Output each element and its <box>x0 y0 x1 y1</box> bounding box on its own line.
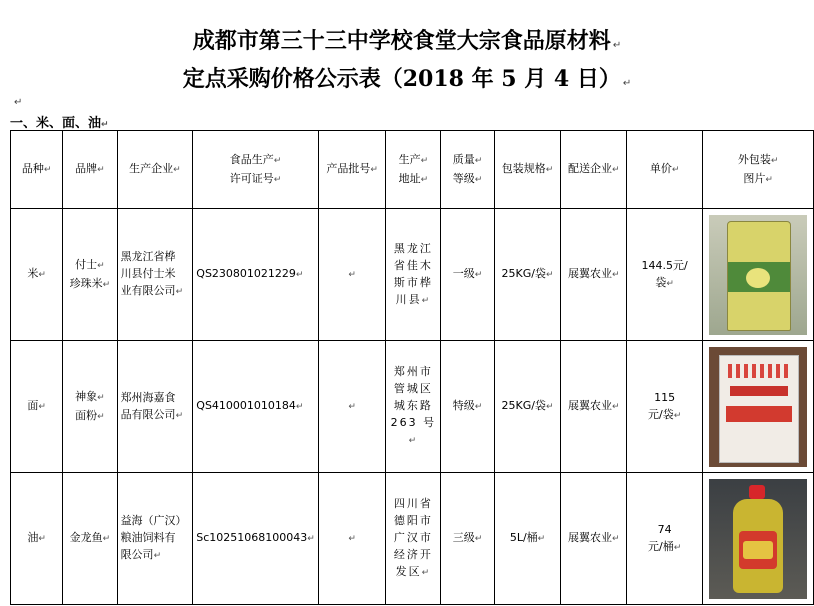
table-row <box>11 473 814 605</box>
section-heading: 一、米、面、油↵ <box>10 116 109 131</box>
cell-license: Sc10251068100043↵ <box>193 473 319 605</box>
header-license: 食品生产↵ 许可证号↵ <box>193 131 319 209</box>
oil-bottle-photo <box>709 479 807 599</box>
cell-origin: 郑州市 管城区 城东路 263 号↵ <box>386 341 441 473</box>
cell-delivery: 展翼农业↵ <box>561 209 627 341</box>
table-row <box>11 209 814 341</box>
table-header-row <box>11 131 814 209</box>
rice-bag-photo <box>709 215 807 335</box>
cell-grade: 三级↵ <box>441 473 494 605</box>
cell-package: 25KG/袋↵ <box>494 341 561 473</box>
header-brand: 品牌↵ <box>63 131 117 209</box>
cell-delivery: 展翼农业↵ <box>561 341 627 473</box>
cell-grade: 特级↵ <box>441 341 494 473</box>
title-line-1: 成都市第三十三中学校食堂大宗食品原材料 ↵ <box>192 28 622 54</box>
cell-batch: ↵ <box>318 341 386 473</box>
price-table <box>10 130 814 605</box>
header-origin: 生产↵ 地址↵ <box>386 131 441 209</box>
header-price: 单价↵ <box>627 131 703 209</box>
cell-batch: ↵ <box>318 209 386 341</box>
cell-origin: 四川省 德阳市 广汉市 经济开 发区↵ <box>386 473 441 605</box>
cell-origin: 黑龙江 省佳木 斯市桦 川县↵ <box>386 209 441 341</box>
cell-package: 25KG/袋↵ <box>494 209 561 341</box>
cell-variety: 油↵ <box>11 473 63 605</box>
table-row <box>11 341 814 473</box>
cell-price: 144.5元/ 袋↵ <box>627 209 703 341</box>
cell-price: 115 元/袋↵ <box>627 341 703 473</box>
header-batch: 产品批号↵ <box>318 131 386 209</box>
cell-variety: 面↵ <box>11 341 63 473</box>
cell-brand: 付士↵ 珍珠米↵ <box>63 209 117 341</box>
cell-brand: 神象↵ 面粉↵ <box>63 341 117 473</box>
cell-package: 5L/桶↵ <box>494 473 561 605</box>
cell-license: QS410001010184↵ <box>193 341 319 473</box>
cell-photo <box>703 473 814 605</box>
header-manufacturer: 生产企业↵ <box>117 131 193 209</box>
cell-photo <box>703 341 814 473</box>
cell-batch: ↵ <box>318 473 386 605</box>
header-package: 包装规格↵ <box>494 131 561 209</box>
cell-grade: 一级↵ <box>441 209 494 341</box>
cell-photo <box>703 209 814 341</box>
cell-price: 74 元/桶↵ <box>627 473 703 605</box>
flour-bag-photo <box>709 347 807 467</box>
cell-manufacturer: 益海（广汉） 粮油饲料有 限公司↵ <box>117 473 193 605</box>
header-variety: 品种↵ <box>11 131 63 209</box>
cell-manufacturer: 黑龙江省桦 川县付士米 业有限公司↵ <box>117 209 193 341</box>
cell-manufacturer: 郑州海嘉食 品有限公司↵ <box>117 341 193 473</box>
header-delivery: 配送企业↵ <box>561 131 627 209</box>
header-photo: 外包装↵ 图片↵ <box>703 131 814 209</box>
cell-license: QS230801021229↵ <box>193 209 319 341</box>
paragraph-mark: ↵ <box>14 97 23 108</box>
header-grade: 质量↵ 等级↵ <box>441 131 494 209</box>
title-line-2: 定点采购价格公示表（2018 年 5 月 4 日） ↵ <box>182 66 632 92</box>
cell-delivery: 展翼农业↵ <box>561 473 627 605</box>
cell-variety: 米↵ <box>11 209 63 341</box>
cell-brand: 金龙鱼↵ <box>63 473 117 605</box>
